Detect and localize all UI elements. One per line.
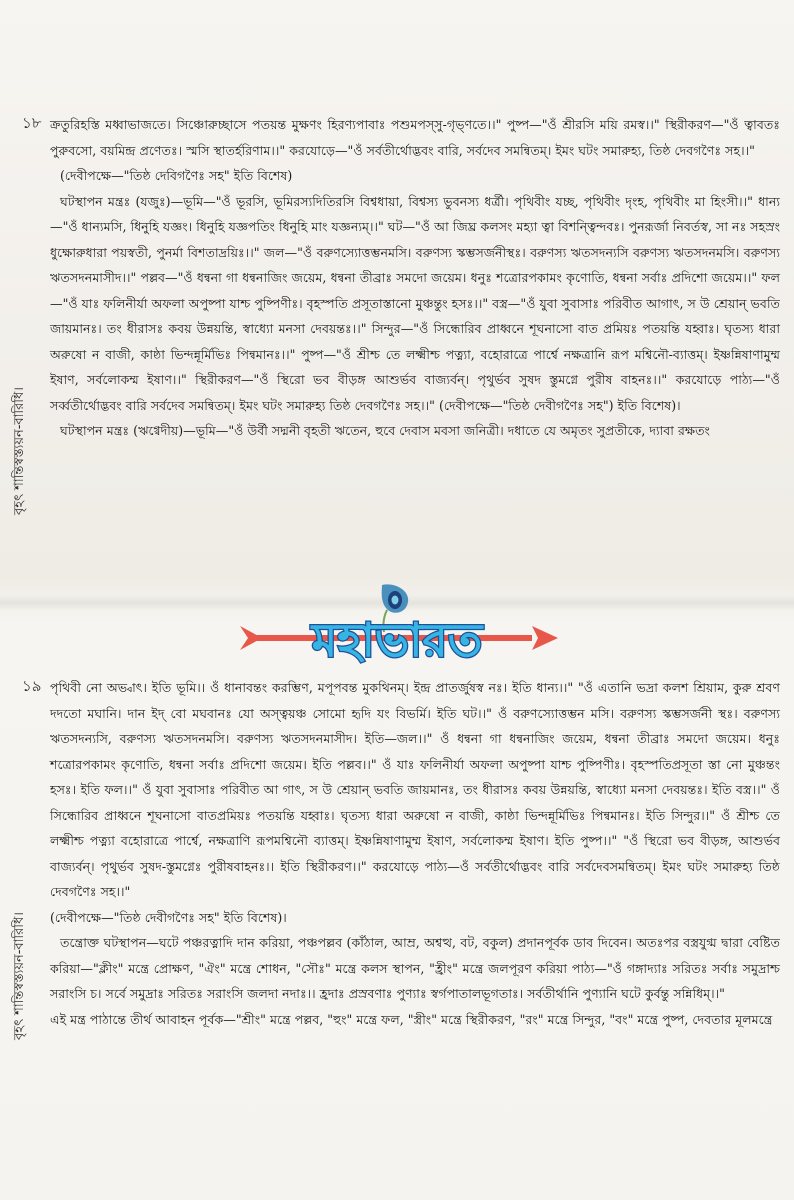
- top-text-block: [50, 112, 780, 444]
- paragraph: ক্রতুরিহস্তি মধ্বাভাজতে। সিঞ্চোরুচ্ছাসে পতয়ন্ত মুক্ষণং হিরণ্যপাবাঃ পশুমপস্‌সু-গৃভ্ণতে।।" পুষ্প—"ওঁ শ্রীরসি ময়ি রমস্ব।।" স্থিরীকরণ—"ওঁ ত্বাবতঃ পুরুবসো, বয়মিন্দ্র প্রণেতঃ। স্মসি স্থাতর্হরিণাম।।" করযোড়ে—"ওঁ সর্বতীর্থোদ্ভবং বারি, সর্বদেব সমন্বিতম্‌। ইমং ঘটং সমারুহ্য, তিষ্ঠ দেবগণৈঃ সহ।।": [50, 117, 780, 158]
- side-running-title-top: বৃহৎ শান্তিস্বস্ত্যয়ন-বারিধি।: [12, 387, 27, 515]
- paragraph: ঘটস্থাপন মন্ত্রঃ (ঋগ্বেদীয়)—ভূমি—"ওঁ উর্বী সদ্মনী বৃহতী ঋতেন, হুবে দেবাস মবসা জনিত্রী। দধাতে যে অমৃতং সুপ্রতীকে, দ্যাবা রক্ষতং: [60, 423, 710, 438]
- paragraph: পৃথিবী নো অভ্বাৎ। ইতি ভূমি।। ওঁ ধানাবন্তং করম্ভিণ, মপূপবন্ত মুকথিনম্‌। ইন্দ্র প্রাতর্জুষস্ব নঃ। ইতি ধান্য।।" "ওঁ এতানি ভদ্রা কলশ শ্রিয়াম, কুরু শ্রবণ দদতো মঘানি। দান ইদ্‌ বো মঘবানঃ যো অস্ত্বয়ঞ্চ সোমো হৃদি যং বিভর্মি। ইতি ঘট।।" ওঁ বরুণস্যোত্তম্ভন মসি। বরুণস্য স্কম্ভসর্জনী স্থঃ। বরুণস্য ঋতসদন্যসি, বরুণস্য ঋতসদনমসি। বরুণস্য ঋতসদনমাসীদ। ইতি—জল।।" ওঁ ধন্বনা গা ধন্বনাজিং জয়েম, ধন্বনা তীব্রাঃ সমদো জয়েম। ধনুঃ শত্রোরপকামং কৃণোতি, ধন্বনা সর্বাঃ প্রদিশো জয়েম। ইতি পল্লব।।" ওঁ যাঃ ফলিনীর্যা অফলা অপুষ্পা যাশ্চ পুষ্পিণীঃ। বৃহস্পতিপ্রসূতা স্তা নো মুঞ্চন্তং হসঃ। ইতি ফল।।" ওঁ যুবা সুবাসাঃ পরিবীত আ গাৎ, স উ শ্রেয়ান্‌ ভবতি জায়মানঃ, তং ধীরাসঃ কবয় উন্নয়ন্তি, স্বাধ্যো মনসা দেবয়ন্তঃ। ইতি বস্ত্র।।" ওঁ সিন্ধোরিব প্রাধ্বনে শূঘনাসো বাতপ্রমিয়ঃ পতয়ন্তি যহ্বাঃ। ঘৃতস্য ধারা অরুষো ন বাজী, কাষ্ঠা ভিন্দন্নূর্মিভিঃ পিন্বমানঃ। ইতি সিন্দুর।।" ওঁ শ্রীশ্চ তে লক্ষ্মীশ্চ পত্ন্যা বহোরাত্রে পার্শ্বে, নক্ষত্রাণি রূপমশ্বিনৌ ব্যাত্তম্‌। ইষ্ণন্নিষাণামুম্ম ইষাণ, সর্বলোকম্ম ইষাণ। ইতি পুষ্প।।" "ওঁ স্থিরো ভব বীড়ঙ্গ, আশুর্ভব বাজ্যর্বন্‌। পৃথুর্ভব সুষদ-স্তুমগ্নেঃ পুরীষবাহনঃ।। ইতি স্থিরীকরণ।।" করযোড়ে পাঠ্য—ওঁ সর্বতীর্থোদ্ভবং বারি সর্বদেবসমন্বিতম্‌। ইমং ঘটং সমারুহ্য তিষ্ঠ দেবগণৈঃ সহ।।": [50, 680, 780, 899]
- paragraph: ঘটস্থাপন মন্ত্রঃ (যজুঃ)—ভূমি—"ওঁ ভূরসি, ভূমিরস্যদিতিরসি বিশ্বধায়া, বিশ্বস্য ভুবনস্য ধর্ত্রী। পৃথিবীং যচ্ছ, পৃথিবীং দৃংহ, পৃথিবীং মা হিংসী।।" ধান্য—"ওঁ ধান্যমসি, ধিনুহি যজ্ঞং। ধিনুহি যজ্ঞপতিং ধিনুহি মাং যজ্ঞন্যম্‌।।" ঘট—"ওঁ আ জিঘ্র কলসং মহ্যা ত্বা বিশন্ত্বিন্দবঃ। পুনরূর্জা নিবর্তস্ব, সা নঃ সহস্রং ধুক্ষোরুধারা পয়স্বতী, পুনর্মা বিশতাদ্রয়িঃ।।" জল—"ওঁ বরুণস্যোত্তম্ভনমসি। বরুণস্য স্কম্ভসর্জনীস্থঃ। বরুণস্য ঋতসদন্যসি বরুণস্য ঋতসদনমসি। বরুণস্য ঋতসদনমাসীদ।।" পল্লব—"ওঁ ধন্বনা গা ধন্বনাজিং জয়েম, ধন্বনা তীব্রাঃ সমদো জয়েম। ধনুঃ শত্রোরপকামং কৃণোতি, ধন্বনা সর্বাঃ প্রদিশো জয়েম।।" ফল—"ওঁ যাঃ ফলিনীর্যা অফলা অপুষ্পা যাশ্চ পুষ্পিণীঃ। বৃহস্পতি প্রসূতাস্তানো মুঞ্চন্তুং হসঃ।।" বস্ত্র—"ওঁ যুবা সুবাসাঃ পরিবীত আগাৎ, স উ শ্রেয়ান্‌ ভবতি জায়মানঃ। তং ধীরাসঃ কবয় উন্নয়ন্তি, স্বাধ্যো মনসা দেবয়ন্তঃ।।" সিন্দুর—"ওঁ সিন্ধোরিব প্রাধ্বনে শূঘনাসো বাত প্রমিয়ঃ পতয়ন্তি যহ্বাঃ। ঘৃতস্য ধারা অরুষো ন বাজী, কাষ্ঠা ভিন্দন্নূর্মিভিঃ পিন্বমানঃ।।" পুষ্প—"ওঁ শ্রীশ্চ তে লক্ষ্মীশ্চ পত্ন্যা, বহোরাত্রে পার্শ্বে নক্ষত্রানি রূপ মশ্বিনৌ-ব্যাত্তম্‌। ইষ্ণন্নিষাণামুম্ম ইষাণ, সর্বলোকম্ম ইষাণ।।" স্থিরীকরণ—"ওঁ স্থিরো ভব বীড়ঙ্গ আশুর্ভব বাজ্যর্বন্‌। পৃথুর্ভব সুষদ স্তুমগ্নে পুরীষ বাহনঃ।।" করযোড়ে পাঠ্য—"ওঁ সর্ব্বতীর্থোদ্ভবং বারি সর্বদেব সমন্বিতম্‌। ইমং ঘটং সমারুহ্য তিষ্ঠ দেবগণৈঃ সহ।।" (দেবীপক্ষে—"তিষ্ঠ দেবীগণৈঃ সহ") ইতি বিশেষ)।: [50, 193, 780, 413]
- bottom-text-block: [50, 675, 780, 1032]
- side-running-title-bottom: বৃহৎ শান্তিস্বস্ত্যয়ন-বারিধি।: [12, 912, 27, 1040]
- page-number-top: ১৮: [22, 114, 42, 132]
- logo-graphic: [232, 580, 562, 680]
- page-number-bottom: ১৯: [22, 677, 42, 695]
- paragraph: (দেবীপক্ষে—"তিষ্ঠ দেবীগণৈঃ সহ" ইতি বিশেষ)।: [50, 909, 287, 925]
- paragraph: এই মন্ত্র পাঠান্তে তীর্থ আবাহন পূর্বক—"শ্রীং" মন্ত্রে পল্লব, "হুং" মন্ত্রে ফল, "স্ত্রীং" মন্ত্রে স্থিরীকরণ, "রং" মন্ত্রে সিন্দুর, "বং" মন্ত্রে পুষ্প, দেবতার মূলমন্ত্রে: [50, 1011, 773, 1027]
- logo-text: মহাভারত: [311, 613, 483, 667]
- paragraph: (দেবীপক্ষে—"তিষ্ঠ দেবিগণৈঃ সহ" ইতি বিশেষ): [60, 168, 293, 183]
- paragraph: তন্ত্রোক্ত ঘটস্থাপন—ঘটে পঞ্চরত্নাদি দান করিয়া, পঞ্চপল্লব (কাঁঠাল, আম্র, অশ্বত্থ, বট, বকুল) প্রদানপূর্বক ডাব দিবেন। অতঃপর বস্ত্রযুগ্ম দ্বারা বেষ্টিত করিয়া—"ক্লীং" মন্ত্রে প্রোক্ষণ, "ঐং" মন্ত্রে শোধন, "সৌঃ" মন্ত্রে কলস স্থাপন, "হ্রীং" মন্ত্রে জলপূরণ করিয়া পাঠ্য—"ওঁ গঙ্গাদ্যাঃ সরিতঃ সর্বাঃ সমুদ্রাশ্চ সরাংসি চ। সর্বে সমুদ্রাঃ সরিতঃ সরাংসি জলদা নদাঃ।। হ্রদাঃ প্রস্রবণাঃ পুণ্যাঃ স্বর্গপাতালভূগতাঃ। সর্বতীর্থানি পুণ্যানি ঘটে কুর্বন্তু সন্নিধিম্‌।।": [50, 935, 780, 1001]
- mahabharat-logo: [232, 580, 562, 680]
